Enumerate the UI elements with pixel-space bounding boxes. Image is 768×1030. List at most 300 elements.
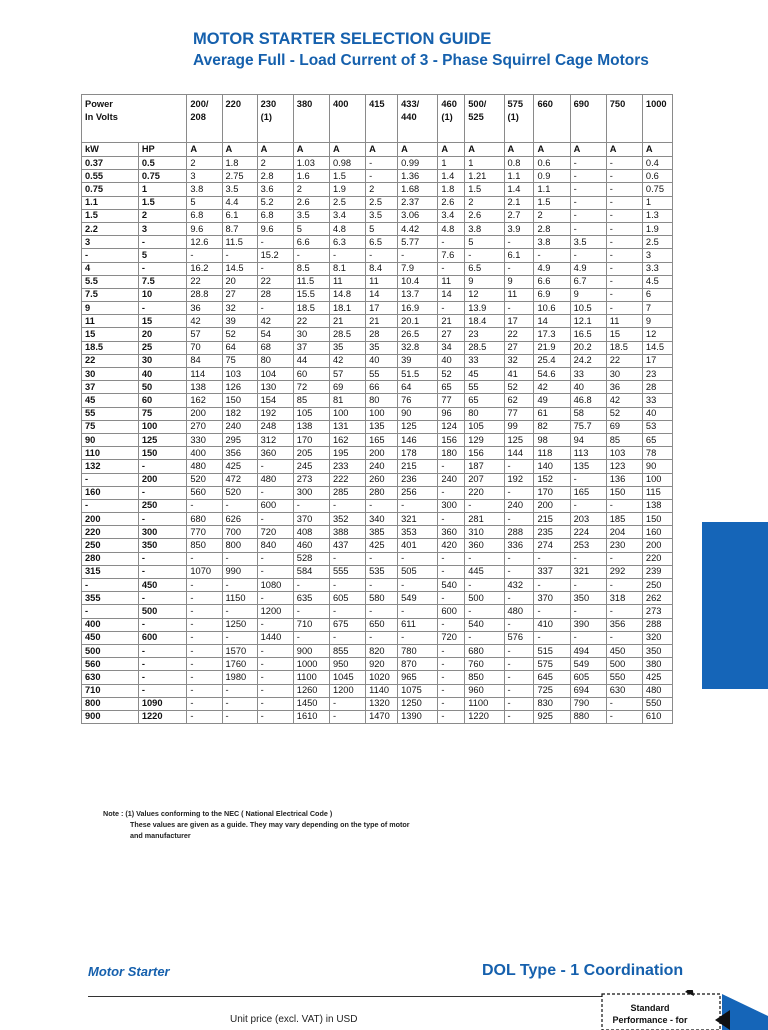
current-cell: 42 [187,315,222,328]
current-cell: 21.9 [534,341,570,354]
current-cell: 460 [293,539,329,552]
hp-cell: 450 [138,579,187,592]
current-cell: - [366,157,398,170]
hp-cell: 500 [138,605,187,618]
current-cell: 262 [642,592,672,605]
current-cell: 0.4 [642,157,672,170]
current-cell: - [465,249,504,262]
current-cell: 605 [570,671,606,684]
current-cell: 54 [257,328,293,341]
current-cell: 549 [398,592,438,605]
current-cell: 610 [642,710,672,723]
current-cell: 138 [187,381,222,394]
current-cell: 85 [293,394,329,407]
current-cell: 15 [606,328,642,341]
current-cell: 16.9 [398,302,438,315]
current-cell: 27 [504,341,534,354]
current-cell: 52 [504,381,534,394]
hp-cell: - [138,236,187,249]
current-cell: 3.5 [222,183,257,196]
header-voltage-label: 200/ [190,99,209,109]
current-cell: - [329,552,365,565]
current-cell: 425 [642,671,672,684]
kw-cell: 0.55 [82,170,139,183]
current-cell: - [293,631,329,644]
table-row [82,644,673,657]
current-cell: - [257,710,293,723]
current-cell: - [438,486,465,499]
current-cell: 239 [642,565,672,578]
current-cell: 273 [642,605,672,618]
hp-cell: - [138,302,187,315]
current-cell: 3 [187,170,222,183]
current-cell: 131 [329,420,365,433]
kw-cell: 2.2 [82,222,139,235]
kw-cell: 90 [82,433,139,446]
current-cell: - [465,499,504,512]
hp-cell: 300 [138,526,187,539]
current-cell: - [222,249,257,262]
current-cell: 28 [642,381,672,394]
current-cell: 850 [465,671,504,684]
current-cell: - [570,473,606,486]
current-cell: 9.6 [257,222,293,235]
current-cell: 136 [606,473,642,486]
current-cell: - [222,697,257,710]
current-cell: 580 [366,592,398,605]
current-cell: 248 [257,420,293,433]
table-row [82,697,673,710]
current-cell: - [606,697,642,710]
current-cell: 4.42 [398,222,438,235]
current-cell: 2.8 [534,222,570,235]
hp-cell: - [138,565,187,578]
header-voltage-label: 220 [225,99,242,109]
current-cell: 3.5 [570,236,606,249]
kw-cell: 200 [82,513,139,526]
table-row [82,473,673,486]
table-row [82,249,673,262]
current-cell: 880 [570,710,606,723]
current-cell: - [222,499,257,512]
current-cell: 1.3 [642,209,672,222]
header-voltage-cell [465,95,504,143]
current-cell: 65 [465,394,504,407]
header-voltage-cell [293,95,329,143]
current-cell: 408 [293,526,329,539]
current-cell: 23 [465,328,504,341]
hp-cell: - [138,671,187,684]
current-cell: 28 [257,288,293,301]
current-cell: 520 [187,473,222,486]
current-cell: 870 [398,658,438,671]
current-cell: 64 [222,341,257,354]
current-cell: 170 [293,433,329,446]
current-cell: 162 [187,394,222,407]
kw-cell: 315 [82,565,139,578]
current-cell: 32.8 [398,341,438,354]
current-cell: - [187,684,222,697]
current-cell: 6 [642,288,672,301]
current-cell: 6.5 [366,236,398,249]
kw-cell: 560 [82,658,139,671]
current-cell: 352 [329,513,365,526]
current-cell: 840 [257,539,293,552]
current-cell: 2.5 [366,196,398,209]
hp-cell: 150 [138,447,187,460]
current-cell: 5 [366,222,398,235]
current-cell: 69 [606,420,642,433]
current-cell: 360 [438,526,465,539]
current-cell: - [570,499,606,512]
current-cell: 55 [366,368,398,381]
current-cell: 54.6 [534,368,570,381]
current-cell: 42 [606,394,642,407]
hp-cell: 3 [138,222,187,235]
current-cell: 274 [534,539,570,552]
current-cell: - [606,275,642,288]
current-cell: 90 [642,460,672,473]
current-cell: 2 [534,209,570,222]
current-cell: - [398,631,438,644]
current-cell: 14.5 [222,262,257,275]
hp-cell: - [138,262,187,275]
kw-cell: 160 [82,486,139,499]
current-cell: 1140 [366,684,398,697]
table-row [82,354,673,367]
table-units-row [82,143,673,157]
current-cell: - [438,710,465,723]
hp-cell: 25 [138,341,187,354]
current-cell: 1.36 [398,170,438,183]
current-cell: 68 [257,341,293,354]
current-cell: 675 [329,618,365,631]
header-voltage-label: 750 [609,99,626,109]
current-cell: 150 [642,513,672,526]
current-cell: 25.4 [534,354,570,367]
current-cell: 720 [257,526,293,539]
current-cell: 66 [366,381,398,394]
current-cell: 18.1 [329,302,365,315]
header-power-label: In Volts [85,112,118,122]
kw-cell: 30 [82,368,139,381]
current-cell: 520 [222,486,257,499]
current-cell: 98 [534,433,570,446]
header-voltage-cell [504,95,534,143]
current-cell: 57 [187,328,222,341]
current-cell: 70 [187,341,222,354]
performance-badge [580,990,768,1030]
current-cell: 2 [465,196,504,209]
current-cell: 1570 [222,644,257,657]
current-cell: 1250 [398,697,438,710]
kw-cell: - [82,579,139,592]
current-cell: 6.1 [504,249,534,262]
kw-cell: 355 [82,592,139,605]
table-row [82,433,673,446]
current-cell: 1150 [222,592,257,605]
current-cell: 81 [329,394,365,407]
current-cell: 16.5 [570,328,606,341]
current-cell: 65 [642,433,672,446]
kw-cell: 11 [82,315,139,328]
current-cell: 0.8 [504,157,534,170]
table-row [82,302,673,315]
current-cell: 253 [570,539,606,552]
kw-cell: 800 [82,697,139,710]
current-cell: 55 [465,381,504,394]
current-cell: 42 [257,315,293,328]
current-cell: 321 [398,513,438,526]
current-cell: 41 [504,368,534,381]
current-cell: 370 [293,513,329,526]
section-side-tab[interactable] [702,522,768,689]
kw-cell: - [82,499,139,512]
note-line-2: These values are given as a guide. They may vary depending on the type of motor [130,820,410,829]
current-cell: 240 [366,460,398,473]
current-cell: 45 [465,368,504,381]
current-cell: 24.2 [570,354,606,367]
current-cell: 2.6 [465,209,504,222]
price-caption: Unit price (excl. VAT) in USD [230,1014,358,1025]
footer-section-name: Motor Starter [88,964,170,979]
current-cell: 550 [642,697,672,710]
current-cell: 9 [570,288,606,301]
hp-cell: 5 [138,249,187,262]
hp-cell: 250 [138,499,187,512]
current-cell: - [570,249,606,262]
current-cell: - [504,513,534,526]
current-cell: 123 [606,460,642,473]
current-cell: - [222,552,257,565]
current-cell: - [293,499,329,512]
current-cell: 605 [329,592,365,605]
current-cell: 105 [465,420,504,433]
current-cell: - [257,697,293,710]
table-row [82,368,673,381]
current-cell: 360 [465,539,504,552]
current-cell: 288 [642,618,672,631]
table-row [82,157,673,170]
current-cell: - [187,671,222,684]
current-cell: 35 [366,341,398,354]
current-cell: - [366,499,398,512]
current-cell: - [398,579,438,592]
current-cell: - [504,671,534,684]
current-cell: 1.5 [465,183,504,196]
badge-line-2: Performance - for [612,1015,688,1025]
current-cell: 1320 [366,697,398,710]
current-cell: - [187,658,222,671]
current-cell: 187 [465,460,504,473]
current-cell: 146 [398,433,438,446]
current-cell: 204 [606,526,642,539]
current-cell: 26.5 [398,328,438,341]
current-cell: 23 [642,368,672,381]
current-cell: 1 [465,157,504,170]
current-cell: 33 [642,394,672,407]
table-row [82,565,673,578]
kw-cell: 450 [82,631,139,644]
current-cell: 8.5 [293,262,329,275]
current-cell: 27 [222,288,257,301]
current-cell: 1.4 [438,170,465,183]
current-cell: - [438,592,465,605]
kw-cell: - [82,249,139,262]
current-cell: 6.6 [293,236,329,249]
current-cell: 15.2 [257,249,293,262]
current-cell: 113 [570,447,606,460]
current-cell: 52 [438,368,465,381]
current-cell: 200 [187,407,222,420]
current-cell: 62 [504,394,534,407]
current-cell: 1.1 [534,183,570,196]
current-cell: 135 [570,460,606,473]
current-cell: 61 [534,407,570,420]
current-cell: - [606,302,642,315]
current-cell: 11 [438,275,465,288]
current-cell: 28.5 [329,328,365,341]
current-cell: 480 [187,460,222,473]
hp-cell: 1220 [138,710,187,723]
current-cell: - [465,631,504,644]
current-cell: - [438,513,465,526]
current-cell: 1.21 [465,170,504,183]
current-cell: 281 [465,513,504,526]
current-cell: - [329,605,365,618]
note-line-3: and manufacturer [130,831,191,840]
current-cell: 185 [606,513,642,526]
header-voltage-label: (1) [441,112,453,122]
current-cell: 22 [187,275,222,288]
current-cell: 480 [257,473,293,486]
current-cell: - [606,710,642,723]
current-cell: 130 [257,381,293,394]
current-cell: 318 [606,592,642,605]
current-cell: 480 [642,684,672,697]
current-cell: 390 [570,618,606,631]
current-cell: 2 [187,157,222,170]
current-cell: - [257,236,293,249]
current-cell: 5.77 [398,236,438,249]
unit-cell: A [570,143,606,157]
current-cell: - [504,697,534,710]
current-cell: 1.5 [534,196,570,209]
current-cell: 360 [257,447,293,460]
current-cell: 200 [534,499,570,512]
current-cell: - [257,513,293,526]
current-cell: 2.5 [329,196,365,209]
current-cell: 11 [606,315,642,328]
current-cell: - [293,249,329,262]
current-cell: 17 [642,354,672,367]
hp-cell: 20 [138,328,187,341]
current-cell: 105 [293,407,329,420]
current-cell: 385 [366,526,398,539]
current-cell: 611 [398,618,438,631]
header-voltage-label: 660 [537,99,553,109]
current-cell: 8.1 [329,262,365,275]
current-cell: 1450 [293,697,329,710]
current-cell: 28.5 [465,341,504,354]
current-cell: 1470 [366,710,398,723]
current-cell: 80 [465,407,504,420]
current-cell: 80 [366,394,398,407]
current-cell: 800 [222,539,257,552]
current-cell: 152 [534,473,570,486]
current-cell: - [570,183,606,196]
current-cell: 505 [398,565,438,578]
current-cell: 40 [642,407,672,420]
current-cell: 245 [293,460,329,473]
current-cell: 855 [329,644,365,657]
current-cell: 7.9 [398,262,438,275]
current-cell: 437 [329,539,365,552]
current-cell: 129 [465,433,504,446]
current-cell: 22 [293,315,329,328]
current-cell: 2.37 [398,196,438,209]
header-voltage-cell [222,95,257,143]
current-cell: 200 [366,447,398,460]
current-cell: 2 [293,183,329,196]
current-cell: 280 [366,486,398,499]
current-cell: 138 [642,499,672,512]
current-cell: - [257,486,293,499]
current-cell: 3.8 [465,222,504,235]
current-cell: 528 [293,552,329,565]
hp-cell: - [138,618,187,631]
current-cell: 3.3 [642,262,672,275]
current-cell: - [504,236,534,249]
current-cell: 1260 [293,684,329,697]
current-cell: 22 [504,328,534,341]
header-voltage-cell [534,95,570,143]
current-cell: 85 [606,433,642,446]
current-cell: 114 [187,368,222,381]
current-cell: 182 [222,407,257,420]
current-cell: 39 [398,354,438,367]
unit-cell: kW [82,143,139,157]
current-cell: 337 [534,565,570,578]
current-cell: 535 [366,565,398,578]
current-cell: 515 [534,644,570,657]
table-row [82,605,673,618]
current-cell: 32 [504,354,534,367]
current-cell: - [570,209,606,222]
current-cell: 21 [329,315,365,328]
current-cell: 425 [366,539,398,552]
current-cell: - [504,486,534,499]
current-cell: - [570,157,606,170]
current-cell: 630 [606,684,642,697]
current-cell: 1075 [398,684,438,697]
current-cell: 356 [606,618,642,631]
current-cell: - [187,249,222,262]
current-cell: - [504,460,534,473]
current-cell: - [438,236,465,249]
kw-cell: 110 [82,447,139,460]
kw-cell: 500 [82,644,139,657]
current-cell: - [438,565,465,578]
current-cell: 236 [398,473,438,486]
current-cell: 3.4 [438,209,465,222]
current-cell: 960 [465,684,504,697]
table-row [82,552,673,565]
current-cell: 150 [222,394,257,407]
current-cell: 230 [606,539,642,552]
unit-cell: A [187,143,222,157]
current-cell: 1.6 [293,170,329,183]
